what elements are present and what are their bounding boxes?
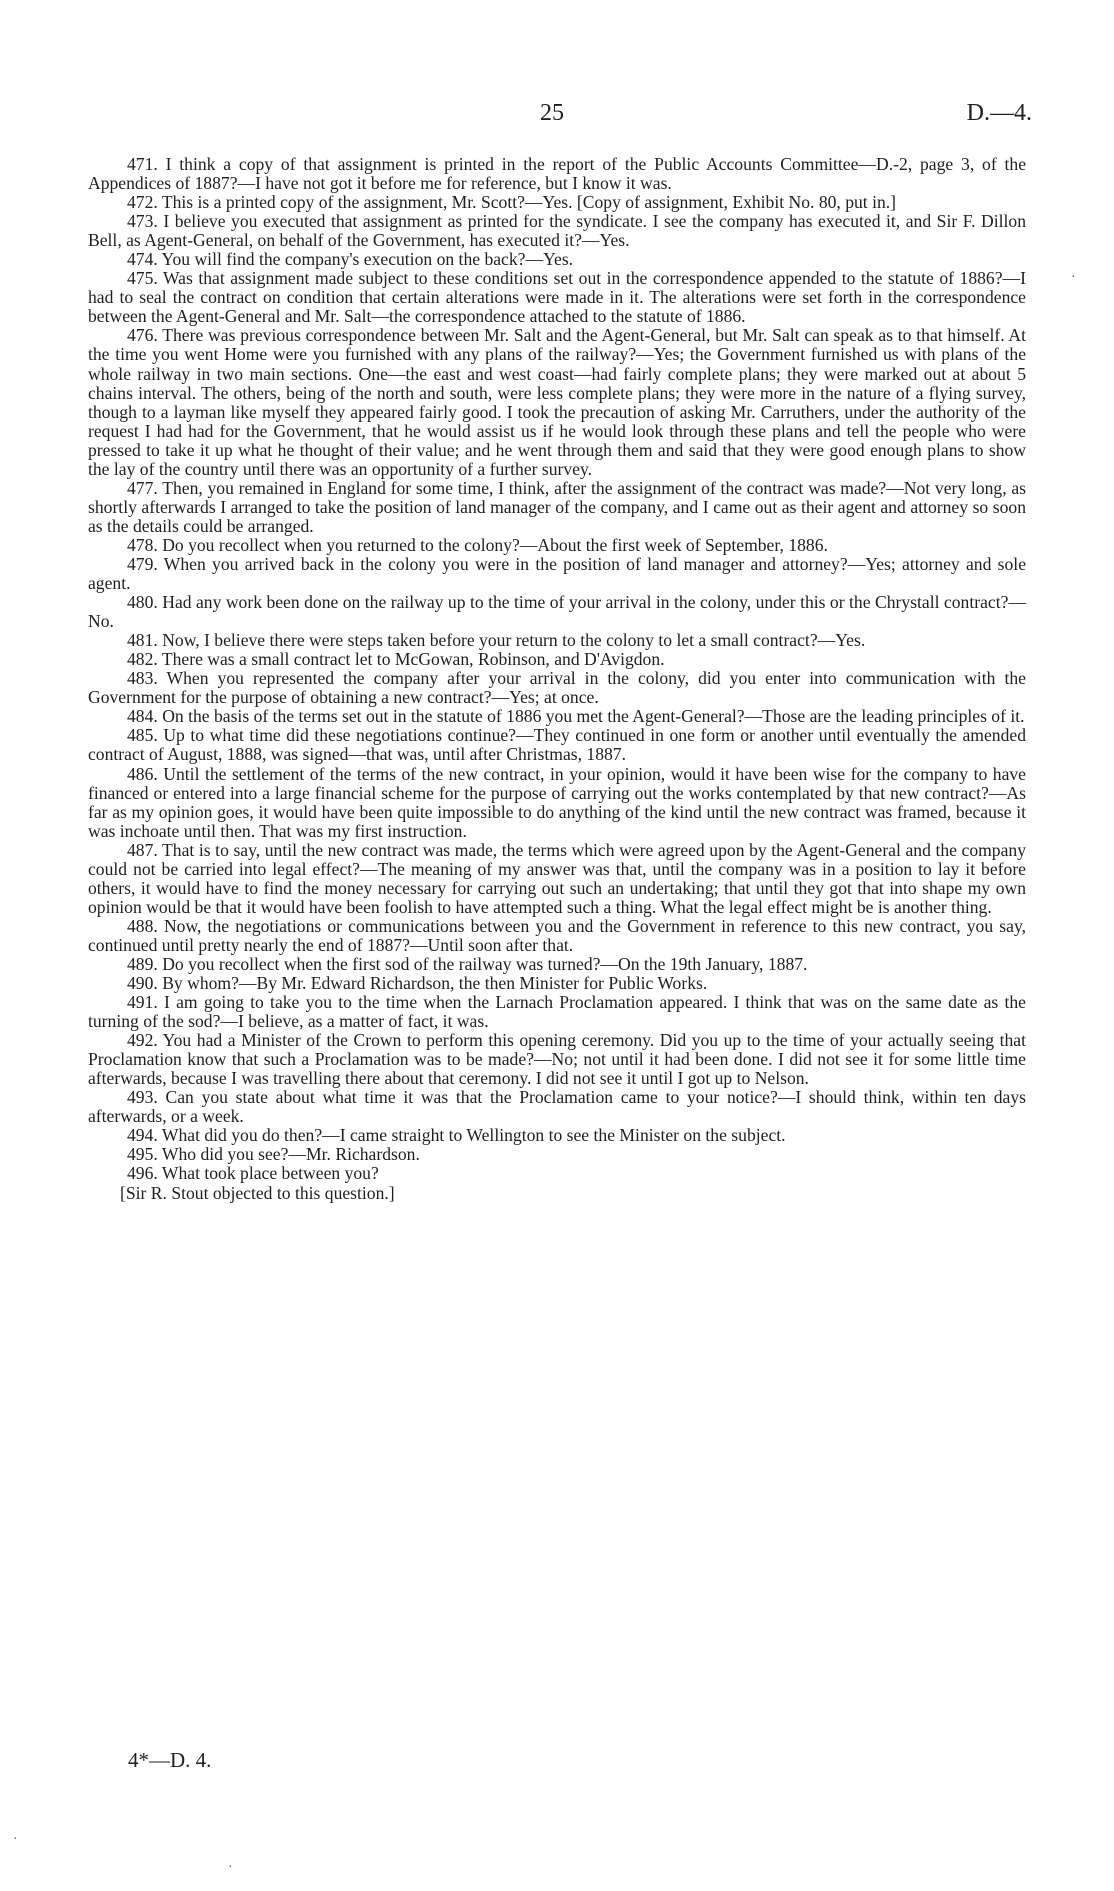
paragraph: 475. Was that assignment made subject to these conditions set out in the correspondence appended to the statute of 1886?—I had to seal the contract on condition that certain alterations were made in it. The alterations were set forth in the correspondence between the Agent-General and Mr. Salt—the correspondence attached to the statute of 1886.	[88, 268, 1026, 327]
paragraph: 472. This is a printed copy of the assignment, Mr. Scott?—Yes. [Copy of assignment, Exhibit No. 80, put in.]	[127, 192, 897, 213]
editorial-note: [Sir R. Stout objected to this question.]	[120, 1182, 395, 1203]
paragraph: 487. That is to say, until the new contract was made, the terms which were agreed upon by the Agent-General and the company could not be carried into legal effect?—The meaning of my answer was that, until the company was in a position to lay it before others, it would have to find the money necessary for carrying out such an undertaking; that until they got that into shape my own opinion would be that it would have been foolish to have attempted such a thing. What the legal effect might be is another thing.	[88, 839, 1026, 917]
paragraph: 488. Now, the negotiations or communications between you and the Government in reference to this new contract, you say, continued until pretty nearly the end of 1887?—Until soon after that.	[88, 915, 1026, 955]
paragraph: 494. What did you do then?—I came straight to Wellington to see the Minister on the subject.	[127, 1125, 786, 1146]
paragraph: 489. Do you recollect when the first sod of the railway was turned?—On the 19th January, 1887.	[127, 953, 808, 974]
paragraph: 486. Until the settlement of the terms of the new contract, in your opinion, would it have been wise for the company to have financed or entered into a large financial scheme for the purpose of carrying out the works contemplated by that new contract?—As far as my opinion goes, it would have been quite impossible to do anything of the kind until the new contract was framed, because it was inchoate until then. That was my first instruction.	[88, 763, 1026, 841]
paragraph: 490. By whom?—By Mr. Edward Richardson, the then Minister for Public Works.	[127, 973, 708, 994]
page-header	[0, 100, 1114, 140]
paragraph: 477. Then, you remained in England for some time, I think, after the assignment of the contract was made?—Not very long, as shortly afterwards I arranged to take the position of land manager of the company, and I came out as their agent and attorney so soon as the details could be arranged.	[88, 477, 1026, 536]
paragraph: 495. Who did you see?—Mr. Richardson.	[127, 1144, 420, 1165]
paragraph: 491. I am going to take you to the time when the Larnach Proclamation appeared. I think that was on the same date as the turning of the sod?—I believe, as a matter of fact, it was.	[88, 992, 1026, 1032]
paragraph: 493. Can you state about what time it was that the Proclamation came to your notice?—I should think, within ten days afterwards, or a week.	[88, 1087, 1026, 1127]
paragraph: 473. I believe you executed that assignment as printed for the syndicate. I see the company has executed it, and Sir F. Dillon Bell, as Agent-General, on behalf of the Government, has executed it?—Yes.	[88, 211, 1026, 251]
stray-dot: ·	[1071, 270, 1076, 285]
paragraph: 479. When you arrived back in the colony you were in the position of land manager and attorney?—Yes; attorney and sole agent.	[88, 553, 1026, 594]
paragraph: 481. Now, I believe there were steps taken before your return to the colony to let a small contract?—Yes.	[127, 630, 866, 651]
paragraph: 483. When you represented the company after your arrival in the colony, did you enter into communication with the Government for the purpose of obtaining a new contract?—Yes; at once.	[88, 668, 1026, 708]
paragraph: 480. Had any work been done on the railway up to the time of your arrival in the colony, under this or the Chrystall contract?—No.	[88, 592, 1026, 632]
paragraph: 484. On the basis of the terms set out in the statute of 1886 you met the Agent-General?—Those are the leading principles of it.	[127, 706, 1025, 727]
paragraph: 496. What took place between you?	[127, 1163, 379, 1184]
page-number: 25	[540, 100, 564, 126]
paragraph: 485. Up to what time did these negotiations continue?—They continued in one form or another until eventually the amended contract of August, 1888, was signed—that was, until after Christmas, 1887.	[88, 725, 1026, 765]
paragraph: 492. You had a Minister of the Crown to perform this opening ceremony. Did you up to the time of your actually seeing that Proclamation know that such a Proclamation was to be made?—No; not until it had been done. I did not see it for some little time afterwards, because I was travelling there about that ceremony. I did not see it until I got up to Nelson.	[88, 1030, 1026, 1089]
document-reference: D.—4.	[966, 100, 1032, 126]
stray-dot: ·	[13, 1832, 18, 1847]
body-text	[88, 155, 1026, 1203]
signature-mark: 4*—D. 4.	[128, 1748, 212, 1772]
paragraph: 474. You will find the company's execution on the back?—Yes.	[127, 249, 574, 270]
stray-dot: ·	[228, 1860, 233, 1875]
paragraph: 476. There was previous correspondence between Mr. Salt and the Agent-General, but Mr. Salt can speak as to that himself. At the time you went Home were you furnished with any plans of the railway?—Yes; the Government furnished us with plans of the whole railway in two main sections. One—the east and west coast—had fairly complete plans; they were marked out at about 5 chains interval. The others, being of the north and south, were less complete plans; they were more in the nature of a flying survey, though to a layman like myself they appeared fairly good. I took the precaution of asking Mr. Carruthers, under the authority of the request I had had for the Government, that he would assist us if he would look through these plans and tell the people who were pressed to take it up what he thought of their value; and he went through them and said that they were good enough plans to show the lay of the country until there was an opportunity of a further survey.	[88, 325, 1026, 479]
paragraph: 478. Do you recollect when you returned to the colony?—About the first week of September, 1886.	[127, 534, 828, 555]
paragraph: 471. I think a copy of that assignment is printed in the report of the Public Accounts Committee—D.-2, page 3, of the Appendices of 1887?—I have not got it before me for reference, but I know it was.	[88, 154, 1026, 194]
paragraph: 482. There was a small contract let to McGowan, Robinson, and D'Avigdon.	[127, 649, 665, 670]
